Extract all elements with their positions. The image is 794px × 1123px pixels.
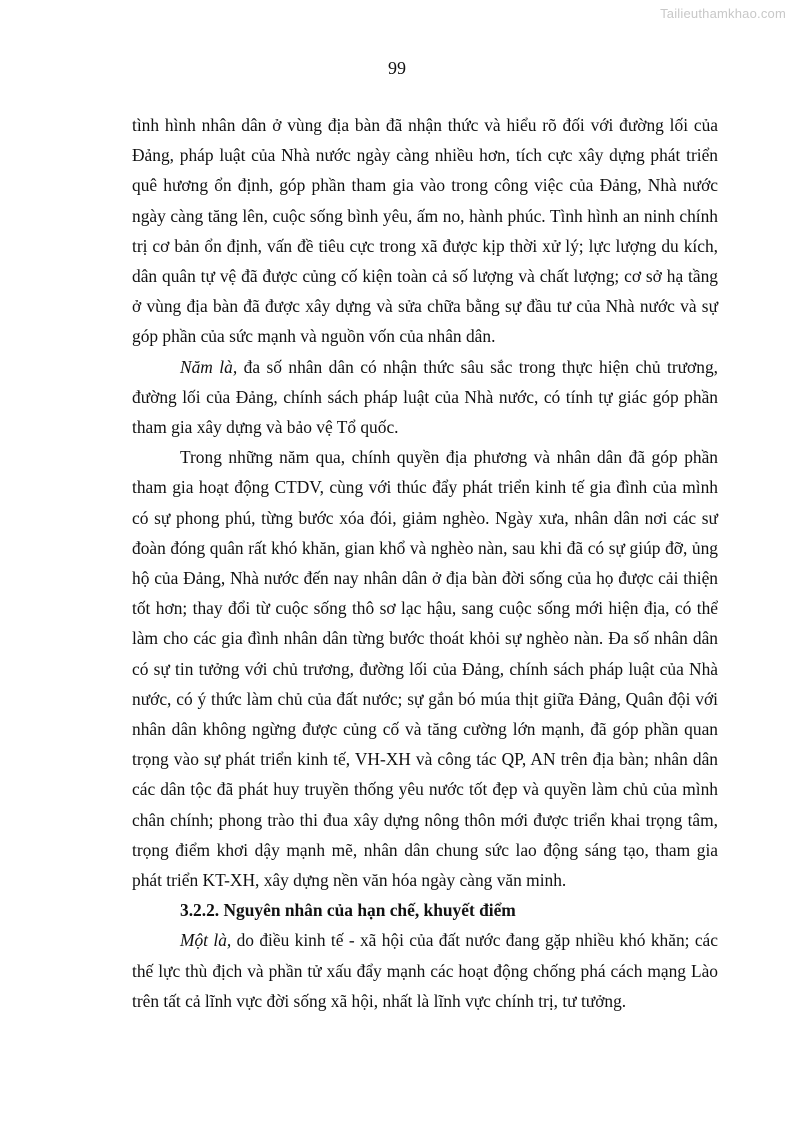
paragraph-mot-la [132, 925, 718, 1016]
paragraph-lead-mot-la: Một là, [180, 930, 232, 951]
paragraph-lead-nam-la: Năm là, [180, 356, 238, 377]
document-body [132, 110, 718, 1016]
paragraph-text-mot-la: do điều kinh tế - xã hội của đất nước đang gặp nhiều khó khăn; các thế lực thù địch và phần tử xấu đẩy mạnh các hoạt động chống phá cách mạng Lào trên tất cả lĩnh vực đời sống xã hội, nhất là lĩnh vực chính trị, tư tưởng. [132, 930, 718, 1011]
paragraph-nam-la [132, 352, 718, 443]
watermark: Tailieuthamkhao.com [660, 6, 786, 21]
paragraph-trong-nhung-nam-qua: Trong những năm qua, chính quyền địa phương và nhân dân đã góp phần tham gia hoạt động CTDV, cùng với thúc đẩy phát triển kinh tế gia đình của mình có sự phong phú, từng bước xóa đói, giảm nghèo. Ngày xưa, nhân dân nơi các sư đoàn đóng quân rất khó khăn, gian khổ và nghèo nàn, sau khi đã có sự giúp đỡ, ủng hộ của Đảng, Nhà nước đến nay nhân dân ở địa bàn đời sống của họ được cải thiện tốt hơn; thay đổi từ cuộc sống thô sơ lạc hậu, sang cuộc sống mới hiện địa, có thể làm cho các gia đình nhân dân từng bước thoát khỏi sự nghèo nàn. Đa số nhân dân có sự tin tưởng với chủ trương, đường lối của Đảng, chính sách pháp luật của Nhà nước, có ý thức làm chủ của đất nước; sự gắn bó múa thịt giữa Đảng, Quân đội với nhân dân không ngừng được củng cố và tăng cường lớn mạnh, đã góp phần quan trọng vào sự phát triển kinh tế, VH-XH và công tác QP, AN trên địa bàn; nhân dân các dân tộc đã phát huy truyền thống yêu nước tốt đẹp và quyền làm chủ của mình chân chính; phong trào thi đua xây dựng nông thôn mới được triển khai trọng tâm, trọng điểm khơi dậy mạnh mẽ, nhân dân chung sức lao động sáng tạo, tham gia phát triển KT-XH, xây dựng nền văn hóa ngày càng văn minh. [132, 447, 718, 891]
paragraph-continuation: tình hình nhân dân ở vùng địa bàn đã nhận thức và hiểu rõ đối với đường lối của Đảng, pháp luật của Nhà nước ngày càng nhiều hơn, tích cực xây dựng phát triển quê hương ổn định, góp phần tham gia vào trong công việc của Đảng, Nhà nước ngày càng tăng lên, cuộc sống bình yêu, ấm no, hành phúc. Tình hình an ninh chính trị cơ bản ổn định, vấn đề tiêu cực trong xã được kịp thời xử lý; lực lượng du kích, dân quân tự vệ đã được củng cố kiện toàn cả số lượng và chất lượng; cơ sở hạ tầng ở vùng địa bàn đã được xây dựng và sửa chữa bằng sự đầu tư của Nhà nước và sự góp phần của sức mạnh và nguồn vốn của nhân dân. [132, 115, 718, 347]
paragraph-text-nam-la: đa số nhân dân có nhận thức sâu sắc trong thực hiện chủ trương, đường lối của Đảng, chính sách pháp luật của Nhà nước, có tính tự giác góp phần tham gia xây dựng và bảo vệ Tổ quốc. [132, 356, 718, 438]
page-number: 99 [388, 58, 406, 78]
section-heading: 3.2.2. Nguyên nhân của hạn chế, khuyết điểm [180, 900, 516, 921]
